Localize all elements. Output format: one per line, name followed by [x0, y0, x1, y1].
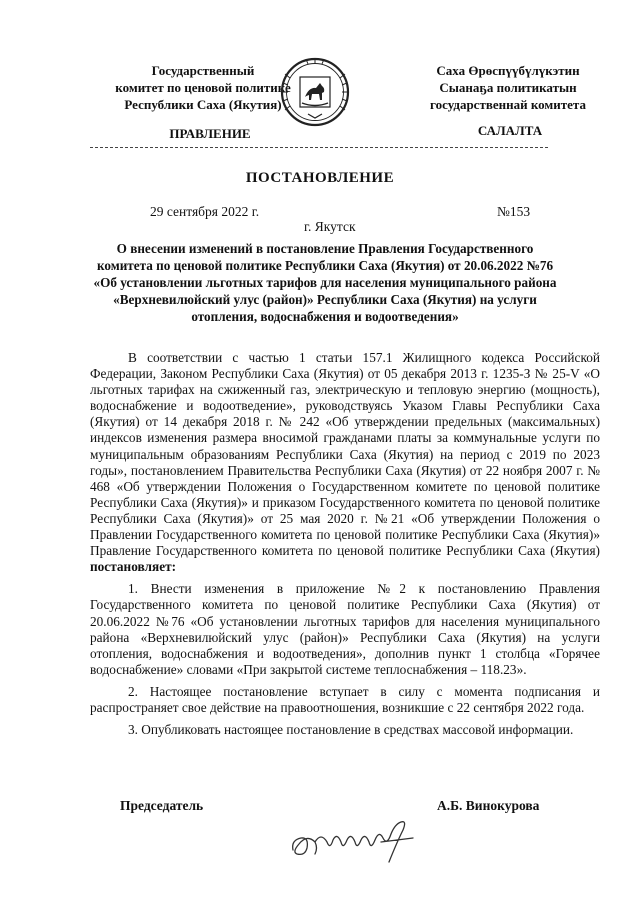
- org-line: Саха Өрөспүүбүлүкэтин: [436, 63, 580, 78]
- preamble-text: В соответствии с частью 1 статьи 157.1 Жилищного кодекса Российской Федерации, Законом Республики Саха (Якутия) от 05 декабря 2013 г. 1235-З № 25-V «О льготных тарифах на сжиженный газ, электрическую и тепловую энергию (мощность), водоснабжение и водоотведение», руководствуясь Указом Главы Республики Саха (Якутия) от 14 декабря 2018 г. № 242 «Об утверждении предельных (максимальных) индексов изменения размера вносимой гражданами платы за коммунальные услуги по муниципальным образованиям Республики Саха (Якутия) на период с 2019 по 2023 годы», постановлением Правительства Республики Саха (Якутия) от 22 ноября 2007 г. № 468 «Об утверждении Положения о Государственном комитете по ценовой политике Республики Саха (Якутия)» и приказом Государственного комитета по ценовой политике Республики Саха (Якутия)» от 25 мая 2020 г. №21 «Об утверждении Положения о Правлении Государственного комитета по ценовой политике Республики Саха (Якутия)» Правление Государственного комитета по ценовой политике Республики Саха (Якутия): [90, 350, 600, 559]
- signatory-name: А.Б. Винокурова: [437, 798, 540, 813]
- board-label-russian: ПРАВЛЕНИЕ: [169, 126, 251, 141]
- signatory-position: Председатель: [120, 798, 204, 813]
- org-line: Государственный: [151, 63, 255, 78]
- header-divider: [90, 147, 548, 148]
- preamble-paragraph: [90, 350, 600, 575]
- coat-of-arms-emblem: [278, 55, 352, 129]
- document-city: г. Якутск: [304, 219, 356, 234]
- document-date: 29 сентября 2022 г.: [150, 204, 260, 219]
- clause-paragraph: 2. Настоящее постановление вступает в силу с момента подписания и распространяет свое действие на правоотношения, возникшие с 22 сентября 2022 года.: [90, 683, 600, 715]
- clause-paragraph: 1. Внести изменения в приложение №2 к постановлению Правления Государственного комитета по ценовой политике Республики Саха (Якутия) от 20.06.2022 №76 «Об установлении льготных тарифов для населения муниципального района «Верхневилюйский улус (район)» Республики Саха (Якутия) на услуги отопления, водоснабжения и водоотведения», дополнив пункт 1 столбца «Горячее водоснабжение» словами «При закрытой системе теплоснабжения – 118.23».: [90, 581, 600, 677]
- org-line: Сыанаҕа политикатын: [439, 80, 577, 95]
- document-body: [90, 350, 600, 744]
- preamble-resolution: постановляет:: [90, 559, 177, 575]
- org-name-yakut: [408, 62, 608, 113]
- document-subject: О внесении изменений в постановление Правления Государственного комитета по ценовой политике Республики Саха (Якутия) от 20.06.2022 №76 «Об установлении льготных тарифов для населения муниципального района «Верхневилюйский улус (район)» Республики Саха (Якутия) на услуги отопления, водоснабжения и водоотведения»: [93, 241, 557, 324]
- document-title: ПОСТАНОВЛЕНИЕ: [245, 170, 395, 186]
- org-name-russian: [98, 62, 308, 113]
- org-line: Республики Саха (Якутия): [124, 97, 282, 112]
- document-number: №153: [497, 204, 531, 219]
- org-line: комитет по ценовой политике: [115, 80, 291, 95]
- handwritten-signature: [285, 812, 425, 867]
- clause-paragraph: 3. Опубликовать настоящее постановление в средствах массовой информации.: [128, 722, 574, 738]
- board-label-yakut: САЛАЛТА: [477, 123, 543, 138]
- org-line: государственнай комитета: [430, 97, 586, 112]
